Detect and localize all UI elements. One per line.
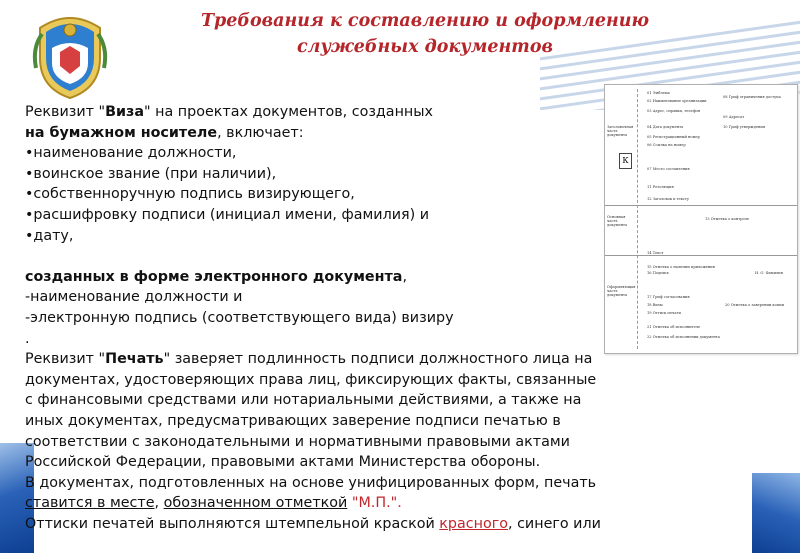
form-line: 02 Наименование организации [647, 99, 707, 103]
emblem-logo [30, 8, 110, 100]
text-span: ставится в месте [25, 495, 155, 512]
text-line: документах, удостоверяющих права лиц, фиксирующих факты, связанные [25, 371, 597, 388]
red-word: красного [439, 515, 508, 532]
text-span: " на проектах документов, созданных [144, 104, 434, 120]
form-line: 03 Адрес, справки, телефон [647, 109, 701, 113]
list-item: •собственноручную подпись визирующего, [25, 186, 355, 203]
title-line-1: Требования к составлению и оформлению [200, 11, 650, 31]
form-side-label-3: Оформляющая часть документа [607, 285, 636, 297]
form-line: 07 Место составления [647, 167, 690, 171]
form-line: 06 Ссылка на номер [647, 143, 686, 147]
text-span: , [154, 495, 164, 512]
title-line-2: служебных документов [296, 37, 553, 57]
form-line: 04 Дата документа [647, 125, 684, 129]
blank-line [25, 246, 795, 267]
form-line: 08 Гриф ограничения доступа [723, 95, 781, 99]
form-line: 21 Отметка об исполнителе [647, 325, 701, 329]
text-span: " заверяет подлинность подписи должностного лица на [163, 351, 593, 368]
text-span: Реквизит " [25, 104, 106, 120]
form-line: 01 Эмблема [647, 91, 670, 95]
text-line [25, 267, 795, 288]
text-line [25, 123, 795, 144]
text-span: , [402, 268, 407, 285]
text-line [25, 514, 795, 535]
list-item: -электронную подпись (соответствующего вида) визиру [25, 309, 454, 326]
mp-mark: "М.П.". [347, 495, 402, 512]
main-text [25, 102, 795, 534]
paper-carrier-term: на бумажном носителе [25, 124, 218, 141]
text-line: с финансовыми средствами или нотариальными действиями, а также на [25, 392, 582, 409]
form-line: 14 Текст [647, 251, 664, 255]
form-line: 11 Резолюция [647, 185, 674, 189]
form-line: 15 Отметка о наличии приложения [647, 265, 715, 269]
list-item: •дату, [25, 227, 74, 244]
list-item: -наименование должности и [25, 289, 243, 306]
pechat-term: Печать [105, 351, 164, 368]
form-side-label-1: Заголовочная часть документа [607, 125, 634, 137]
page-title [130, 8, 720, 60]
viza-term: Виза [105, 104, 144, 120]
list-item: •расшифровку подписи (инициал имени, фамилия) и [25, 206, 430, 223]
form-side-label-2: Основная часть документа [607, 215, 628, 227]
text-line: Российской Федерации, правовыми актами Министерства обороны. [25, 454, 541, 471]
form-line: 12 Заголовок к тексту [647, 197, 690, 201]
form-line: 18 Визы [647, 303, 663, 307]
form-line: 20 Отметка о заверении копии [725, 303, 785, 307]
text-line: В документах, подготовленных на основе унифицированных форм, печать [25, 474, 597, 491]
list-item: •наименование должности, [25, 145, 237, 162]
form-line: 09 Адресат [723, 115, 745, 119]
form-line: 22 Отметка об исполнении документа [647, 335, 720, 339]
text-line: соответствии с законодательными и нормативными правовыми актами [25, 433, 570, 450]
form-line: 19 Оттиск печати [647, 311, 681, 315]
list-item: •воинское звание (при наличии), [25, 165, 277, 182]
text-line [25, 493, 795, 514]
text-span: Реквизит " [25, 351, 106, 368]
form-k-box: К [619, 153, 632, 169]
text-span: обозначенном отметкой [163, 495, 348, 512]
text-span: , включает: [217, 124, 304, 141]
form-line: 16 Подпись [647, 271, 669, 275]
text-line: . [25, 330, 30, 347]
electronic-doc-term: созданных в форме электронного документа [25, 268, 403, 285]
text-line [25, 349, 795, 370]
form-line: 17 Гриф согласования [647, 295, 690, 299]
text-line [25, 102, 795, 123]
text-line: иных документах, предусматривающих заверение подписи печатью в [25, 412, 561, 429]
text-span: , синего или [507, 515, 601, 532]
form-line: 10 Гриф утверждения [723, 125, 766, 129]
text-span: Оттиски печатей выполняются штемпельной краской [25, 515, 440, 532]
form-line: И. О. Фамилия [755, 271, 783, 275]
form-line: 13 Отметка о контроле [705, 217, 750, 221]
form-line: 05 Регистрационный номер [647, 135, 700, 139]
